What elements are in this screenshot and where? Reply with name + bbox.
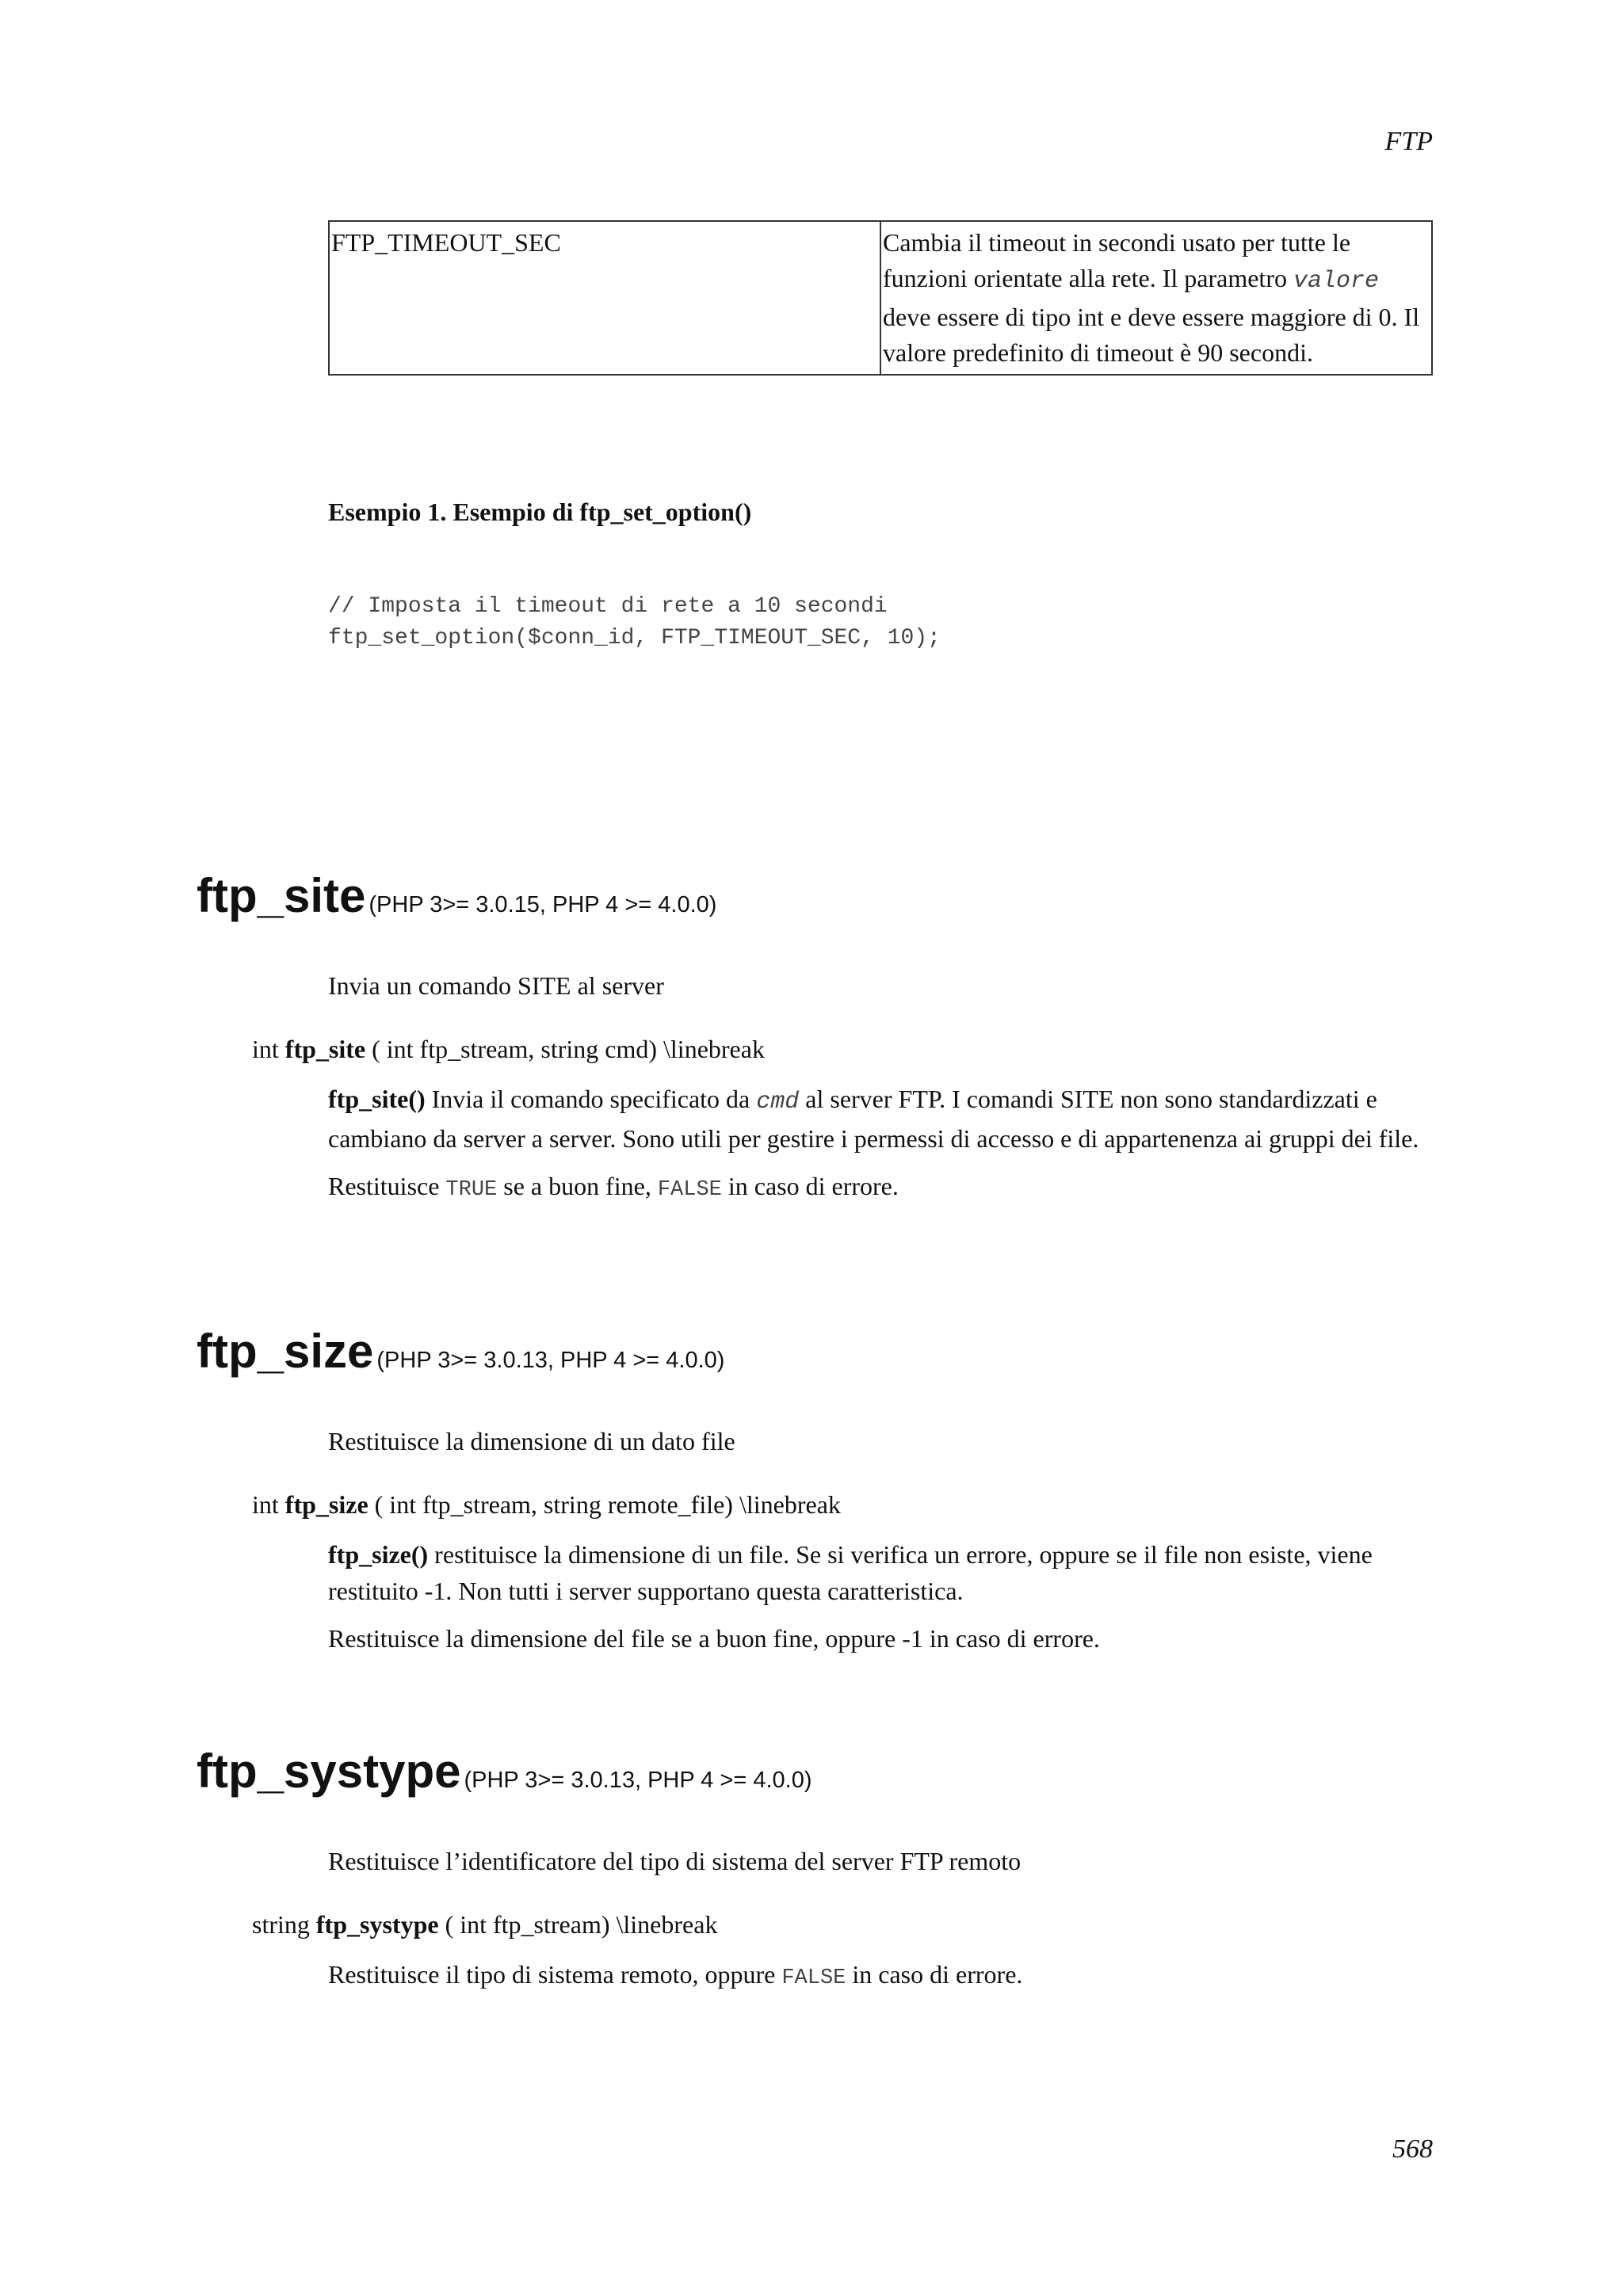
function-synopsis — [252, 1035, 765, 1064]
const-false: FALSE — [781, 1966, 846, 1990]
function-version: (PHP 3>= 3.0.15, PHP 4 >= 4.0.0) — [369, 892, 717, 917]
function-version: (PHP 3>= 3.0.13, PHP 4 >= 4.0.0) — [376, 1348, 725, 1373]
description-function-ref: ftp_site() — [328, 1085, 426, 1113]
running-header: FTP — [1384, 127, 1433, 156]
const-false: FALSE — [657, 1178, 722, 1202]
example-code-block — [328, 591, 941, 654]
function-heading — [197, 1324, 724, 1379]
function-description — [328, 1081, 1433, 1208]
synopsis-return-type: int — [252, 1490, 285, 1519]
synopsis-return-type: int — [252, 1035, 285, 1063]
description-text: Invia il comando specificato da — [425, 1085, 757, 1113]
function-heading — [197, 1744, 812, 1798]
return-text: Restituisce — [328, 1172, 446, 1200]
synopsis-params: ( int ftp_stream, string remote_file) \linebreak — [368, 1490, 841, 1519]
synopsis-params: ( int ftp_stream, string cmd) \linebreak — [365, 1035, 765, 1063]
function-synopsis — [252, 1490, 841, 1520]
option-description-cell — [880, 221, 1432, 375]
option-name-cell: FTP_TIMEOUT_SEC — [329, 221, 880, 375]
function-synopsis — [252, 1910, 717, 1939]
description-param-name: cmd — [756, 1089, 800, 1116]
function-description — [328, 1536, 1433, 1657]
function-purpose: Invia un comando SITE al server — [328, 971, 664, 1000]
return-text: Restituisce il tipo di sistema remoto, oppure — [328, 1960, 782, 1989]
code-line-comment: // Imposta il timeout di rete a 10 secondi — [328, 594, 888, 619]
function-heading — [197, 868, 716, 923]
function-name: ftp_systype — [197, 1745, 461, 1798]
description-text: restituisce la dimensione di un file. Se si verifica un errore, oppure se il file non esiste, viene restituito -1. Non tutti i server supportano questa caratteristica. — [328, 1540, 1373, 1605]
code-line-call: ftp_set_option($conn_id, FTP_TIMEOUT_SEC, 10); — [328, 626, 941, 650]
function-purpose: Restituisce l’identificatore del tipo di sistema del server FTP remoto — [328, 1847, 1022, 1875]
function-name: ftp_size — [197, 1325, 374, 1378]
page-number: 568 — [1392, 2134, 1433, 2164]
option-param-name: valore — [1293, 268, 1379, 295]
description-text-tail: al server FTP. I comandi SITE non sono standardizzati e cambiano da server a server. Sono utili per gestire i permessi di accesso e di appartenenza ai gruppi dei file. — [328, 1085, 1419, 1153]
function-description — [328, 1956, 1433, 1997]
const-true: TRUE — [445, 1178, 498, 1202]
option-row — [329, 221, 1432, 375]
description-function-ref: ftp_size() — [328, 1540, 429, 1569]
example-title: Esempio 1. Esempio di ftp_set_option() — [328, 498, 752, 526]
synopsis-params: ( int ftp_stream) \linebreak — [438, 1910, 718, 1939]
return-paragraph: Restituisce la dimensione del file se a buon fine, oppure -1 in caso di errore. — [328, 1624, 1100, 1653]
function-version: (PHP 3>= 3.0.13, PHP 4 >= 4.0.0) — [464, 1768, 812, 1793]
synopsis-function-name: ftp_systype — [315, 1910, 439, 1939]
synopsis-function-name: ftp_size — [285, 1490, 369, 1519]
description-paragraph — [328, 1536, 1433, 1609]
synopsis-function-name: ftp_site — [285, 1035, 366, 1063]
return-text-mid: se a buon fine, — [497, 1172, 658, 1200]
return-text-tail: in caso di errore. — [721, 1172, 899, 1200]
synopsis-return-type: string — [252, 1910, 316, 1939]
description-paragraph — [328, 1081, 1433, 1157]
return-paragraph — [328, 1168, 1433, 1208]
option-description-text-tail: deve essere di tipo int e deve essere maggiore di 0. Il valore predefinito di timeout è 90 secondi. — [883, 303, 1420, 367]
function-name: ftp_site — [197, 869, 366, 922]
function-purpose: Restituisce la dimensione di un dato file — [328, 1427, 735, 1455]
return-text-tail: in caso di errore. — [846, 1960, 1023, 1989]
return-paragraph — [328, 1956, 1433, 1997]
option-table — [328, 220, 1433, 376]
option-description-text: Cambia il timeout in secondi usato per tutte le funzioni orientate alla rete. Il parametro — [883, 228, 1351, 292]
